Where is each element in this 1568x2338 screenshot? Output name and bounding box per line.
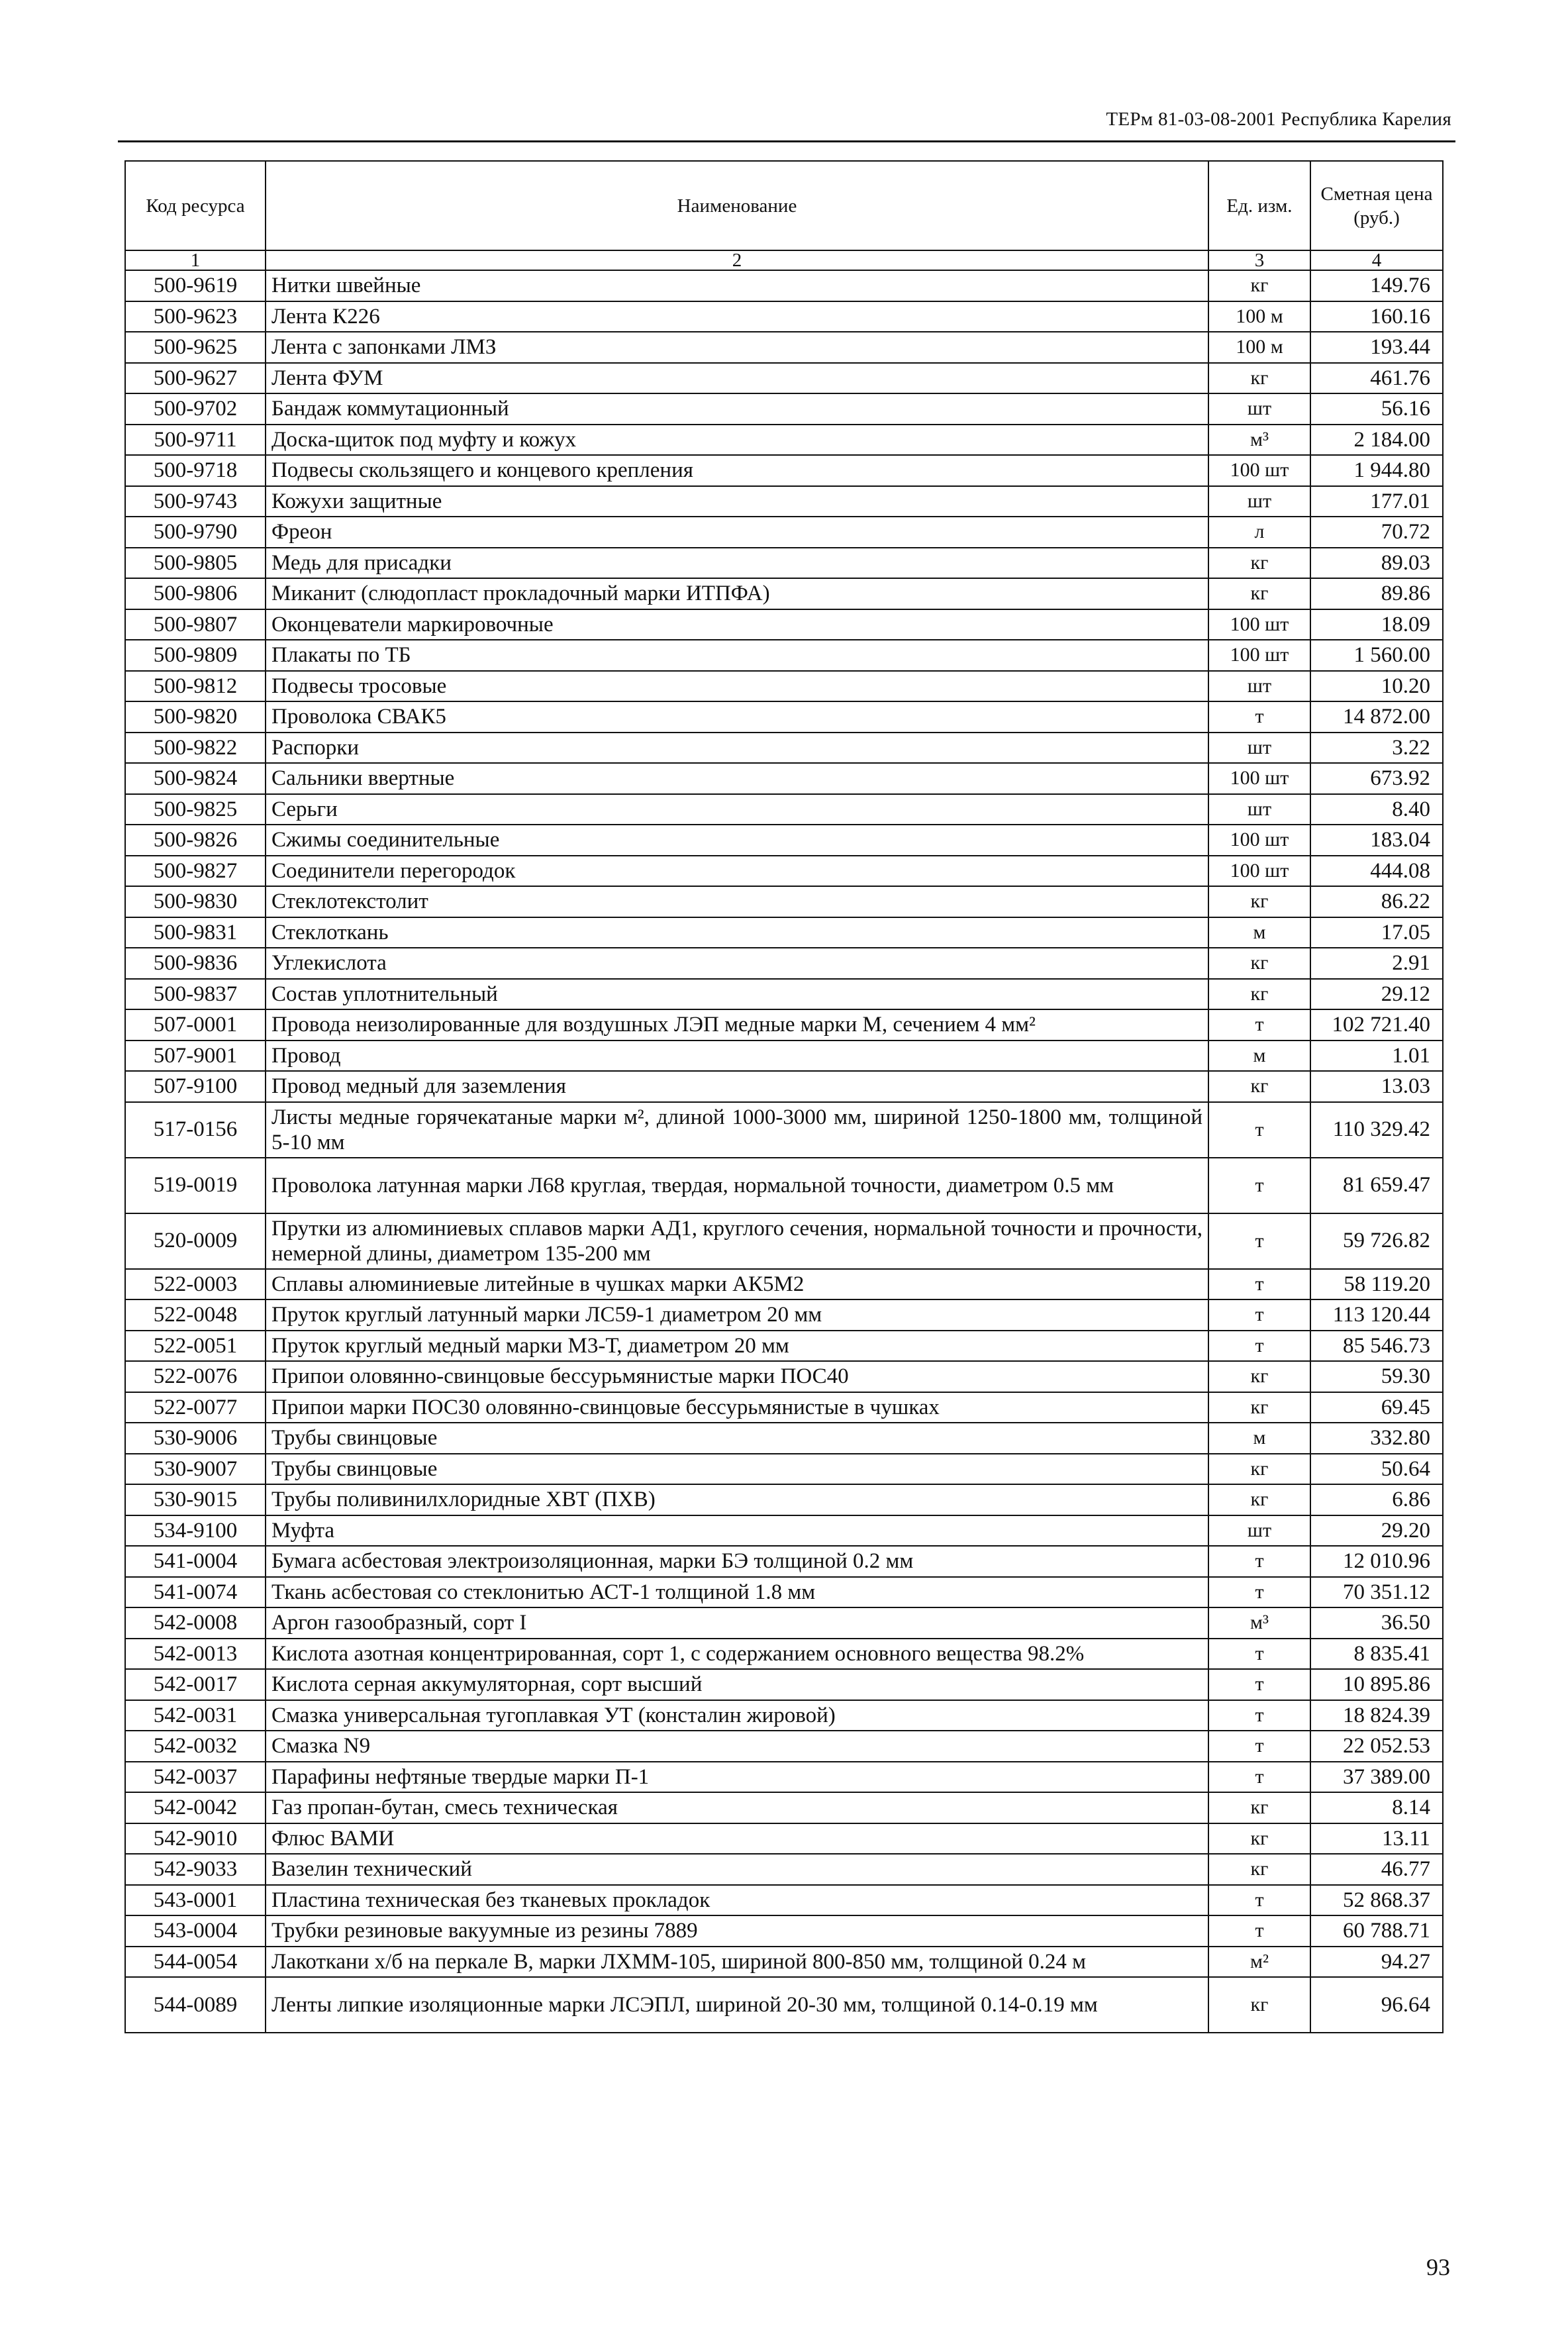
table-row [125, 270, 1443, 301]
cell-price: 13.03 [1310, 1071, 1443, 1102]
cell-unit: кг [1208, 1854, 1310, 1885]
cell-name: Оконцеватели маркировочные [266, 609, 1208, 640]
cell-unit: шт [1208, 1515, 1310, 1547]
cell-unit: 100 шт [1208, 640, 1310, 671]
cell-price: 149.76 [1310, 270, 1443, 301]
table-row [125, 1977, 1443, 2033]
table-row [125, 1854, 1443, 1885]
table-row [125, 393, 1443, 425]
cell-price: 3.22 [1310, 733, 1443, 764]
cell-price: 50.64 [1310, 1454, 1443, 1485]
cell-code: 500-9836 [125, 948, 266, 979]
cell-price: 60 788.71 [1310, 1915, 1443, 1947]
col-header-name: Наименование [266, 161, 1208, 250]
cell-code: 522-0003 [125, 1269, 266, 1300]
cell-price: 10 895.86 [1310, 1669, 1443, 1700]
cell-price: 18 824.39 [1310, 1700, 1443, 1731]
cell-unit: шт [1208, 486, 1310, 517]
cell-price: 6.86 [1310, 1484, 1443, 1515]
resource-price-table [124, 160, 1444, 2033]
cell-code: 541-0004 [125, 1546, 266, 1577]
cell-unit: кг [1208, 270, 1310, 301]
column-number-row [125, 250, 1443, 270]
cell-name: Лента К226 [266, 301, 1208, 332]
table-row [125, 1607, 1443, 1639]
cell-name: Сплавы алюминиевые литейные в чушках марки АК5М2 [266, 1269, 1208, 1300]
cell-code: 542-0008 [125, 1607, 266, 1639]
cell-name: Муфта [266, 1515, 1208, 1547]
table-row [125, 517, 1443, 548]
cell-unit: 100 м [1208, 332, 1310, 363]
table-row [125, 363, 1443, 394]
cell-code: 500-9718 [125, 455, 266, 486]
cell-code: 522-0051 [125, 1331, 266, 1362]
table-row [125, 1915, 1443, 1947]
table-row [125, 1546, 1443, 1577]
cell-code: 500-9830 [125, 886, 266, 917]
cell-name: Лакоткани х/б на перкале В, марки ЛХММ-105, шириной 800-850 мм, толщиной 0.24 м [266, 1947, 1208, 1978]
cell-unit: кг [1208, 979, 1310, 1010]
cell-code: 542-0037 [125, 1762, 266, 1793]
table-row [125, 1639, 1443, 1670]
cell-name: Доска-щиток под муфту и кожух [266, 425, 1208, 456]
table-row [125, 1071, 1443, 1102]
col-header-price-text: Сметная цена (руб.) [1320, 183, 1433, 229]
cell-price: 444.08 [1310, 856, 1443, 887]
cell-code: 542-0042 [125, 1792, 266, 1823]
cell-code: 500-9825 [125, 794, 266, 825]
cell-price: 2 184.00 [1310, 425, 1443, 456]
cell-unit: м² [1208, 1947, 1310, 1978]
cell-name: Углекислота [266, 948, 1208, 979]
cell-price: 13.11 [1310, 1823, 1443, 1855]
running-title: ТЕРм 81-03-08-2001 Республика Карелия [1106, 109, 1451, 130]
cell-unit: шт [1208, 671, 1310, 702]
cell-name: Соединители перегородок [266, 856, 1208, 887]
cell-name: Подвесы скользящего и концевого крепления [266, 455, 1208, 486]
cell-unit: 100 шт [1208, 825, 1310, 856]
cell-code: 500-9837 [125, 979, 266, 1010]
cell-unit: т [1208, 1915, 1310, 1947]
table-row [125, 948, 1443, 979]
cell-price: 673.92 [1310, 763, 1443, 794]
cell-unit: т [1208, 1700, 1310, 1731]
table-header-row [125, 161, 1443, 250]
table-row [125, 979, 1443, 1010]
cell-price: 86.22 [1310, 886, 1443, 917]
table-row [125, 1792, 1443, 1823]
cell-code: 520-0009 [125, 1213, 266, 1269]
cell-name: Трубы поливинилхлоридные ХВТ (ПХВ) [266, 1484, 1208, 1515]
cell-price: 29.12 [1310, 979, 1443, 1010]
cell-price: 461.76 [1310, 363, 1443, 394]
cell-price: 70.72 [1310, 517, 1443, 548]
table-row [125, 1484, 1443, 1515]
cell-unit: м [1208, 1423, 1310, 1454]
cell-name: Листы медные горячекатаные марки м², длиной 1000-3000 мм, шириной 1250-1800 мм, толщиной 5-10 мм [266, 1102, 1208, 1158]
cell-code: 500-9827 [125, 856, 266, 887]
table-row [125, 301, 1443, 332]
cell-unit: т [1208, 1669, 1310, 1700]
table-row [125, 1331, 1443, 1362]
table-row [125, 856, 1443, 887]
cell-code: 500-9820 [125, 701, 266, 733]
cell-code: 542-9010 [125, 1823, 266, 1855]
cell-code: 500-9812 [125, 671, 266, 702]
cell-code: 500-9702 [125, 393, 266, 425]
cell-code: 542-0031 [125, 1700, 266, 1731]
cell-code: 530-9006 [125, 1423, 266, 1454]
col-number-2: 2 [266, 250, 1208, 270]
cell-unit: кг [1208, 1071, 1310, 1102]
cell-code: 500-9619 [125, 270, 266, 301]
cell-code: 522-0077 [125, 1392, 266, 1423]
cell-price: 8.14 [1310, 1792, 1443, 1823]
cell-code: 500-9807 [125, 609, 266, 640]
cell-unit: кг [1208, 1977, 1310, 2033]
table-row [125, 671, 1443, 702]
cell-unit: кг [1208, 1454, 1310, 1485]
cell-name: Пруток круглый латунный марки ЛС59-1 диаметром 20 мм [266, 1299, 1208, 1331]
cell-price: 94.27 [1310, 1947, 1443, 1978]
cell-name: Состав уплотнительный [266, 979, 1208, 1010]
cell-price: 1 944.80 [1310, 455, 1443, 486]
cell-price: 89.86 [1310, 578, 1443, 609]
cell-unit: т [1208, 1158, 1310, 1213]
cell-code: 500-9623 [125, 301, 266, 332]
cell-name: Нитки швейные [266, 270, 1208, 301]
table-row [125, 1762, 1443, 1793]
cell-price: 81 659.47 [1310, 1158, 1443, 1213]
cell-name: Пруток круглый медный марки М3-Т, диаметром 20 мм [266, 1331, 1208, 1362]
cell-unit: т [1208, 1009, 1310, 1041]
cell-code: 500-9743 [125, 486, 266, 517]
table-row [125, 917, 1443, 948]
cell-name: Фреон [266, 517, 1208, 548]
cell-code: 500-9627 [125, 363, 266, 394]
cell-code: 519-0019 [125, 1158, 266, 1213]
cell-price: 113 120.44 [1310, 1299, 1443, 1331]
cell-price: 1 560.00 [1310, 640, 1443, 671]
table-row [125, 1515, 1443, 1547]
cell-price: 85 546.73 [1310, 1331, 1443, 1362]
cell-price: 56.16 [1310, 393, 1443, 425]
cell-name: Трубы свинцовые [266, 1454, 1208, 1485]
table-row [125, 1669, 1443, 1700]
cell-unit: м³ [1208, 1607, 1310, 1639]
cell-price: 332.80 [1310, 1423, 1443, 1454]
cell-name: Вазелин технический [266, 1854, 1208, 1885]
table-body [125, 270, 1443, 2033]
header-rule [118, 140, 1455, 142]
cell-unit: шт [1208, 794, 1310, 825]
cell-code: 500-9824 [125, 763, 266, 794]
cell-unit: кг [1208, 1392, 1310, 1423]
cell-unit: 100 шт [1208, 609, 1310, 640]
cell-unit: т [1208, 701, 1310, 733]
table-row [125, 794, 1443, 825]
cell-price: 58 119.20 [1310, 1269, 1443, 1300]
cell-name: Смазка N9 [266, 1731, 1208, 1762]
cell-unit: 100 шт [1208, 763, 1310, 794]
cell-unit: 100 м [1208, 301, 1310, 332]
table-row [125, 332, 1443, 363]
cell-code: 500-9826 [125, 825, 266, 856]
cell-price: 110 329.42 [1310, 1102, 1443, 1158]
cell-name: Проволока латунная марки Л68 круглая, твердая, нормальной точности, диаметром 0.5 мм [266, 1158, 1208, 1213]
cell-name: Стеклоткань [266, 917, 1208, 948]
cell-unit: шт [1208, 393, 1310, 425]
cell-name: Серьги [266, 794, 1208, 825]
cell-unit: т [1208, 1639, 1310, 1670]
table-row [125, 640, 1443, 671]
cell-name: Миканит (слюдопласт прокладочный марки ИТПФА) [266, 578, 1208, 609]
cell-price: 59.30 [1310, 1361, 1443, 1392]
cell-name: Ткань асбестовая со стеклонитью АСТ-1 толщиной 1.8 мм [266, 1577, 1208, 1608]
cell-code: 500-9790 [125, 517, 266, 548]
table-row [125, 886, 1443, 917]
cell-price: 96.64 [1310, 1977, 1443, 2033]
table-row [125, 548, 1443, 579]
page-number: 93 [1426, 2254, 1450, 2280]
cell-unit: т [1208, 1577, 1310, 1608]
cell-unit: т [1208, 1269, 1310, 1300]
cell-code: 544-0054 [125, 1947, 266, 1978]
cell-unit: кг [1208, 1484, 1310, 1515]
table-row [125, 1423, 1443, 1454]
table-row [125, 733, 1443, 764]
cell-price: 37 389.00 [1310, 1762, 1443, 1793]
table-row [125, 1823, 1443, 1855]
cell-price: 177.01 [1310, 486, 1443, 517]
cell-price: 36.50 [1310, 1607, 1443, 1639]
cell-code: 544-0089 [125, 1977, 266, 2033]
cell-code: 543-0001 [125, 1885, 266, 1916]
cell-code: 507-0001 [125, 1009, 266, 1041]
cell-unit: м [1208, 1041, 1310, 1072]
cell-unit: т [1208, 1731, 1310, 1762]
cell-code: 534-9100 [125, 1515, 266, 1547]
col-header-price [1310, 161, 1443, 250]
cell-unit: кг [1208, 578, 1310, 609]
cell-name: Пластина техническая без тканевых прокладок [266, 1885, 1208, 1916]
cell-price: 102 721.40 [1310, 1009, 1443, 1041]
cell-unit: кг [1208, 886, 1310, 917]
cell-unit: 100 шт [1208, 856, 1310, 887]
cell-code: 542-0013 [125, 1639, 266, 1670]
cell-name: Смазка универсальная тугоплавкая УТ (консталин жировой) [266, 1700, 1208, 1731]
table-row [125, 763, 1443, 794]
cell-name: Припои марки ПОС30 оловянно-свинцовые бессурьмянистые в чушках [266, 1392, 1208, 1423]
cell-price: 70 351.12 [1310, 1577, 1443, 1608]
cell-name: Лента с запонками ЛМЗ [266, 332, 1208, 363]
cell-name: Прутки из алюминиевых сплавов марки АД1, круглого сечения, нормальной точности и прочности, немерной длины, диаметром 135-200 мм [266, 1213, 1208, 1269]
cell-name: Подвесы тросовые [266, 671, 1208, 702]
cell-unit: м³ [1208, 425, 1310, 456]
cell-name: Провод медный для заземления [266, 1071, 1208, 1102]
table-row [125, 486, 1443, 517]
cell-name: Лента ФУМ [266, 363, 1208, 394]
cell-unit: 100 шт [1208, 455, 1310, 486]
cell-code: 522-0048 [125, 1299, 266, 1331]
cell-code: 507-9001 [125, 1041, 266, 1072]
table-row [125, 1009, 1443, 1041]
cell-price: 89.03 [1310, 548, 1443, 579]
cell-name: Медь для присадки [266, 548, 1208, 579]
cell-code: 541-0074 [125, 1577, 266, 1608]
table-row [125, 1392, 1443, 1423]
cell-price: 10.20 [1310, 671, 1443, 702]
table-row [125, 578, 1443, 609]
cell-price: 8 835.41 [1310, 1639, 1443, 1670]
cell-code: 507-9100 [125, 1071, 266, 1102]
cell-code: 500-9831 [125, 917, 266, 948]
cell-name: Провода неизолированные для воздушных ЛЭП медные марки М, сечением 4 мм² [266, 1009, 1208, 1041]
cell-name: Распорки [266, 733, 1208, 764]
cell-name: Флюс ВАМИ [266, 1823, 1208, 1855]
cell-unit: т [1208, 1299, 1310, 1331]
cell-name: Газ пропан-бутан, смесь техническая [266, 1792, 1208, 1823]
table-row [125, 1041, 1443, 1072]
cell-unit: кг [1208, 1823, 1310, 1855]
cell-name: Кислота азотная концентрированная, сорт 1, с содержанием основного вещества 98.2% [266, 1639, 1208, 1670]
cell-code: 522-0076 [125, 1361, 266, 1392]
cell-name: Сальники ввертные [266, 763, 1208, 794]
cell-unit: шт [1208, 733, 1310, 764]
col-header-code: Код ресурса [125, 161, 266, 250]
table-row [125, 1731, 1443, 1762]
cell-name: Трубы свинцовые [266, 1423, 1208, 1454]
cell-name: Ленты липкие изоляционные марки ЛСЭПЛ, шириной 20-30 мм, толщиной 0.14-0.19 мм [266, 1977, 1208, 2033]
cell-price: 29.20 [1310, 1515, 1443, 1547]
cell-name: Провод [266, 1041, 1208, 1072]
cell-name: Аргон газообразный, сорт I [266, 1607, 1208, 1639]
cell-price: 183.04 [1310, 825, 1443, 856]
cell-code: 500-9806 [125, 578, 266, 609]
table-row [125, 1947, 1443, 1978]
cell-unit: кг [1208, 363, 1310, 394]
cell-code: 500-9805 [125, 548, 266, 579]
table-row [125, 1577, 1443, 1608]
table-row [125, 1213, 1443, 1269]
cell-price: 1.01 [1310, 1041, 1443, 1072]
col-number-4: 4 [1310, 250, 1443, 270]
table-row [125, 1700, 1443, 1731]
cell-price: 59 726.82 [1310, 1213, 1443, 1269]
cell-price: 46.77 [1310, 1854, 1443, 1885]
cell-unit: т [1208, 1546, 1310, 1577]
cell-unit: т [1208, 1331, 1310, 1362]
cell-unit: т [1208, 1102, 1310, 1158]
cell-name: Кожухи защитные [266, 486, 1208, 517]
cell-name: Проволока СВАК5 [266, 701, 1208, 733]
cell-price: 2.91 [1310, 948, 1443, 979]
cell-code: 500-9822 [125, 733, 266, 764]
table-row [125, 701, 1443, 733]
cell-price: 12 010.96 [1310, 1546, 1443, 1577]
col-header-unit: Ед. изм. [1208, 161, 1310, 250]
cell-code: 530-9007 [125, 1454, 266, 1485]
cell-name: Плакаты по ТБ [266, 640, 1208, 671]
cell-unit: кг [1208, 948, 1310, 979]
cell-unit: кг [1208, 1792, 1310, 1823]
cell-unit: т [1208, 1885, 1310, 1916]
table-row [125, 825, 1443, 856]
table-row [125, 425, 1443, 456]
cell-price: 193.44 [1310, 332, 1443, 363]
cell-code: 543-0004 [125, 1915, 266, 1947]
cell-code: 500-9809 [125, 640, 266, 671]
cell-price: 22 052.53 [1310, 1731, 1443, 1762]
cell-code: 500-9711 [125, 425, 266, 456]
cell-name: Стеклотекстолит [266, 886, 1208, 917]
table-row [125, 1454, 1443, 1485]
table-row [125, 1269, 1443, 1300]
cell-price: 160.16 [1310, 301, 1443, 332]
cell-code: 542-0032 [125, 1731, 266, 1762]
cell-name: Припои оловянно-свинцовые бессурьмянистые марки ПОС40 [266, 1361, 1208, 1392]
cell-code: 542-9033 [125, 1854, 266, 1885]
cell-unit: кг [1208, 1361, 1310, 1392]
table-row [125, 1361, 1443, 1392]
cell-name: Кислота серная аккумуляторная, сорт высший [266, 1669, 1208, 1700]
cell-unit: кг [1208, 548, 1310, 579]
cell-code: 500-9625 [125, 332, 266, 363]
cell-price: 69.45 [1310, 1392, 1443, 1423]
table-row [125, 1299, 1443, 1331]
table-row [125, 1885, 1443, 1916]
cell-name: Трубки резиновые вакуумные из резины 7889 [266, 1915, 1208, 1947]
table-row [125, 609, 1443, 640]
cell-price: 18.09 [1310, 609, 1443, 640]
cell-price: 14 872.00 [1310, 701, 1443, 733]
cell-name: Бандаж коммутационный [266, 393, 1208, 425]
cell-unit: т [1208, 1213, 1310, 1269]
col-number-3: 3 [1208, 250, 1310, 270]
cell-unit: л [1208, 517, 1310, 548]
cell-price: 17.05 [1310, 917, 1443, 948]
table-row [125, 1158, 1443, 1213]
cell-price: 8.40 [1310, 794, 1443, 825]
cell-unit: т [1208, 1762, 1310, 1793]
table-row [125, 1102, 1443, 1158]
col-number-1: 1 [125, 250, 266, 270]
cell-name: Парафины нефтяные твердые марки П-1 [266, 1762, 1208, 1793]
cell-unit: м [1208, 917, 1310, 948]
cell-code: 517-0156 [125, 1102, 266, 1158]
cell-code: 542-0017 [125, 1669, 266, 1700]
cell-code: 530-9015 [125, 1484, 266, 1515]
table-row [125, 455, 1443, 486]
cell-price: 52 868.37 [1310, 1885, 1443, 1916]
cell-name: Бумага асбестовая электроизоляционная, марки БЭ толщиной 0.2 мм [266, 1546, 1208, 1577]
cell-name: Сжимы соединительные [266, 825, 1208, 856]
